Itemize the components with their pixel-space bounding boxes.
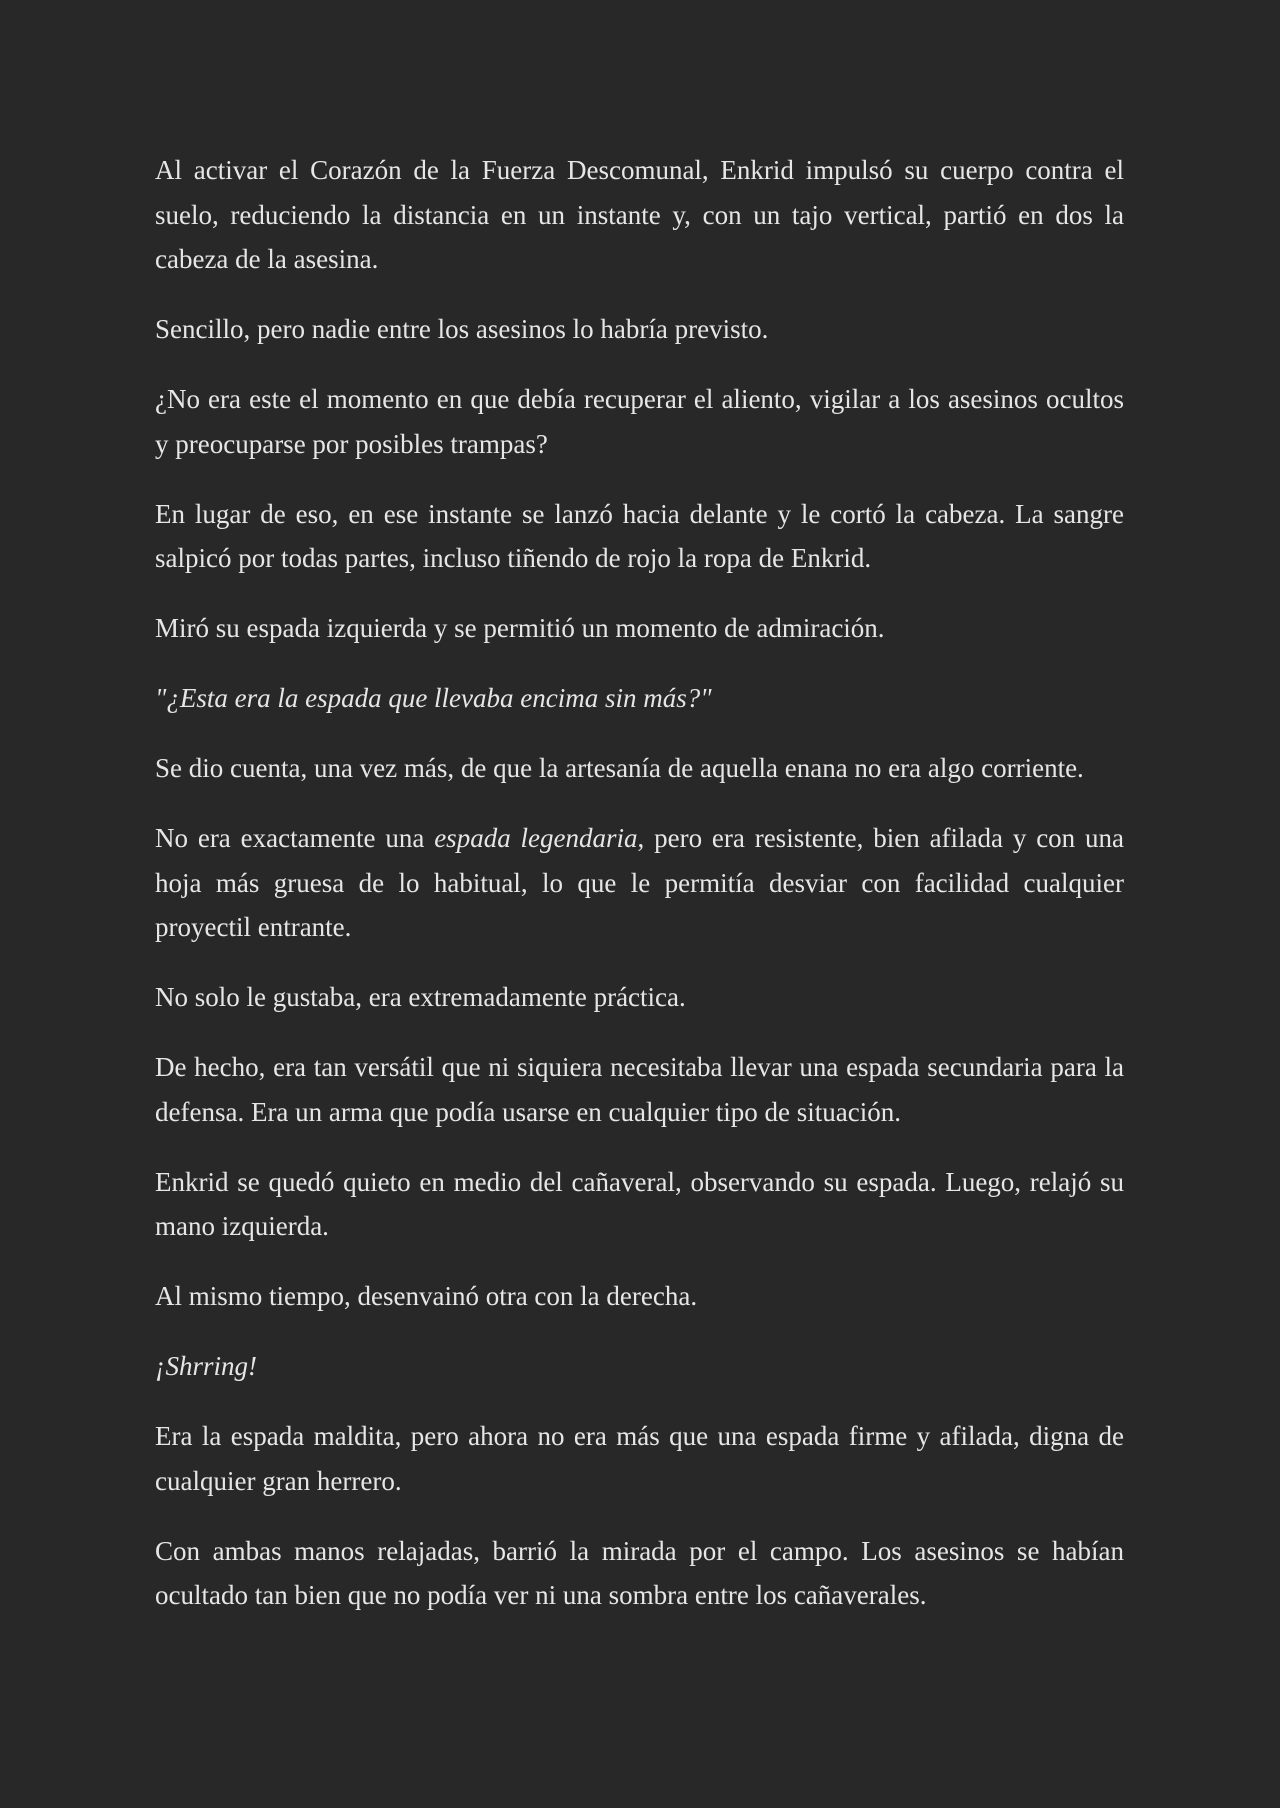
paragraph-14: Era la espada maldita, pero ahora no era más que una espada firme y afilada, digna de cualquier gran herrero. [155,1421,1124,1496]
paragraph-5: Miró su espada izquierda y se permitió un momento de admiración. [155,613,885,643]
paragraph-15: Con ambas manos relajadas, barrió la mirada por el campo. Los asesinos se habían ocultado tan bien que no podía ver ni una sombra entre los cañaverales. [155,1535,1124,1610]
paragraph-3: ¿No era este el momento en que debía recuperar el aliento, vigilar a los asesinos ocultos y preocuparse por posibles trampas? [155,384,1124,459]
paragraph-9: No solo le gustaba, era extremadamente práctica. [155,982,686,1012]
paragraph-2: Sencillo, pero nadie entre los asesinos lo habría previsto. [155,314,769,344]
sound-effect-paragraph: ¡Shrring! [155,1351,258,1381]
paragraph-8-start: No era exactamente una [155,823,435,853]
reader-content [155,148,1124,1643]
paragraph-4: En lugar de eso, en ese instante se lanzó hacia delante y le cortó la cabeza. La sangre salpicó por todas partes, incluso tiñendo de rojo la ropa de Enkrid. [155,498,1124,573]
paragraph-1: Al activar el Corazón de la Fuerza Descomunal, Enkrid impulsó su cuerpo contra el suelo, reduciendo la distancia en un instante y, con un tajo vertical, partió en dos la cabeza de la asesina. [155,155,1124,274]
paragraph-11: Enkrid se quedó quieto en medio del cañaveral, observando su espada. Luego, relajó su mano izquierda. [155,1166,1124,1241]
paragraph-8-end: , pero era resistente, bien afilada y con una hoja más gruesa de lo habitual, lo que le permitía desviar con facilidad cualquier proyectil entrante. [155,823,1124,942]
paragraph-12: Al mismo tiempo, desenvainó otra con la derecha. [155,1281,698,1311]
paragraph-7: Se dio cuenta, una vez más, de que la artesanía de aquella enana no era algo corriente. [155,753,1084,783]
paragraph-10: De hecho, era tan versátil que ni siquiera necesitaba llevar una espada secundaria para la defensa. Era un arma que podía usarse en cualquier tipo de situación. [155,1052,1124,1127]
paragraph-8 [155,816,1124,950]
emphasis-legendary-sword: espada legendaria [434,823,638,853]
thought-paragraph: "¿Esta era la espada que llevaba encima sin más?" [155,683,712,713]
